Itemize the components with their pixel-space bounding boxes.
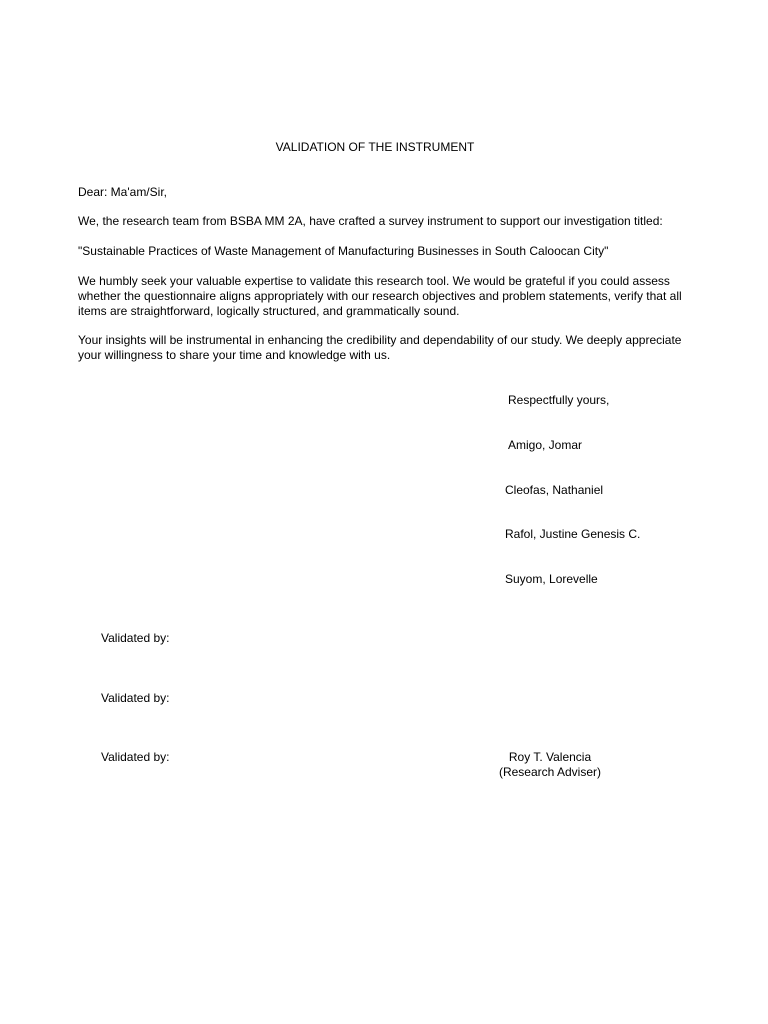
salutation: Dear: Ma'am/Sir, [78,185,167,199]
adviser-role: (Research Adviser) [498,765,602,779]
document-title: VALIDATION OF THE INSTRUMENT [275,140,475,154]
validated-by-label: Validated by: [101,691,170,705]
adviser-block [490,750,610,780]
signatory-name: Suyom, Lorevelle [505,572,598,586]
closing-line: Respectfully yours, [508,393,610,407]
signatory-name: Cleofas, Nathaniel [505,483,604,497]
intro-paragraph: We, the research team from BSBA MM 2A, have crafted a survey instrument to support our investigation titled: [78,214,663,228]
request-paragraph: We humbly seek your valuable expertise to validate this research tool. We would be grateful if you could assess whether the questionnaire aligns appropriately with our research objectives and problem statements, verify that all items are straightforward, logically structured, and grammatically sound. [78,274,682,318]
appreciation-paragraph: Your insights will be instrumental in enhancing the credibility and dependability of our study. We deeply appreciate your willingness to share your time and knowledge with us. [78,333,682,362]
signatory-name: Amigo, Jomar [508,438,583,452]
signatory-name: Rafol, Justine Genesis C. [505,527,641,541]
validated-by-label: Validated by: [101,750,170,764]
study-title: "Sustainable Practices of Waste Management of Manufacturing Businesses in South Caloocan City" [78,244,609,258]
validated-by-label: Validated by: [101,631,170,645]
adviser-name: Roy T. Valencia [508,750,592,764]
